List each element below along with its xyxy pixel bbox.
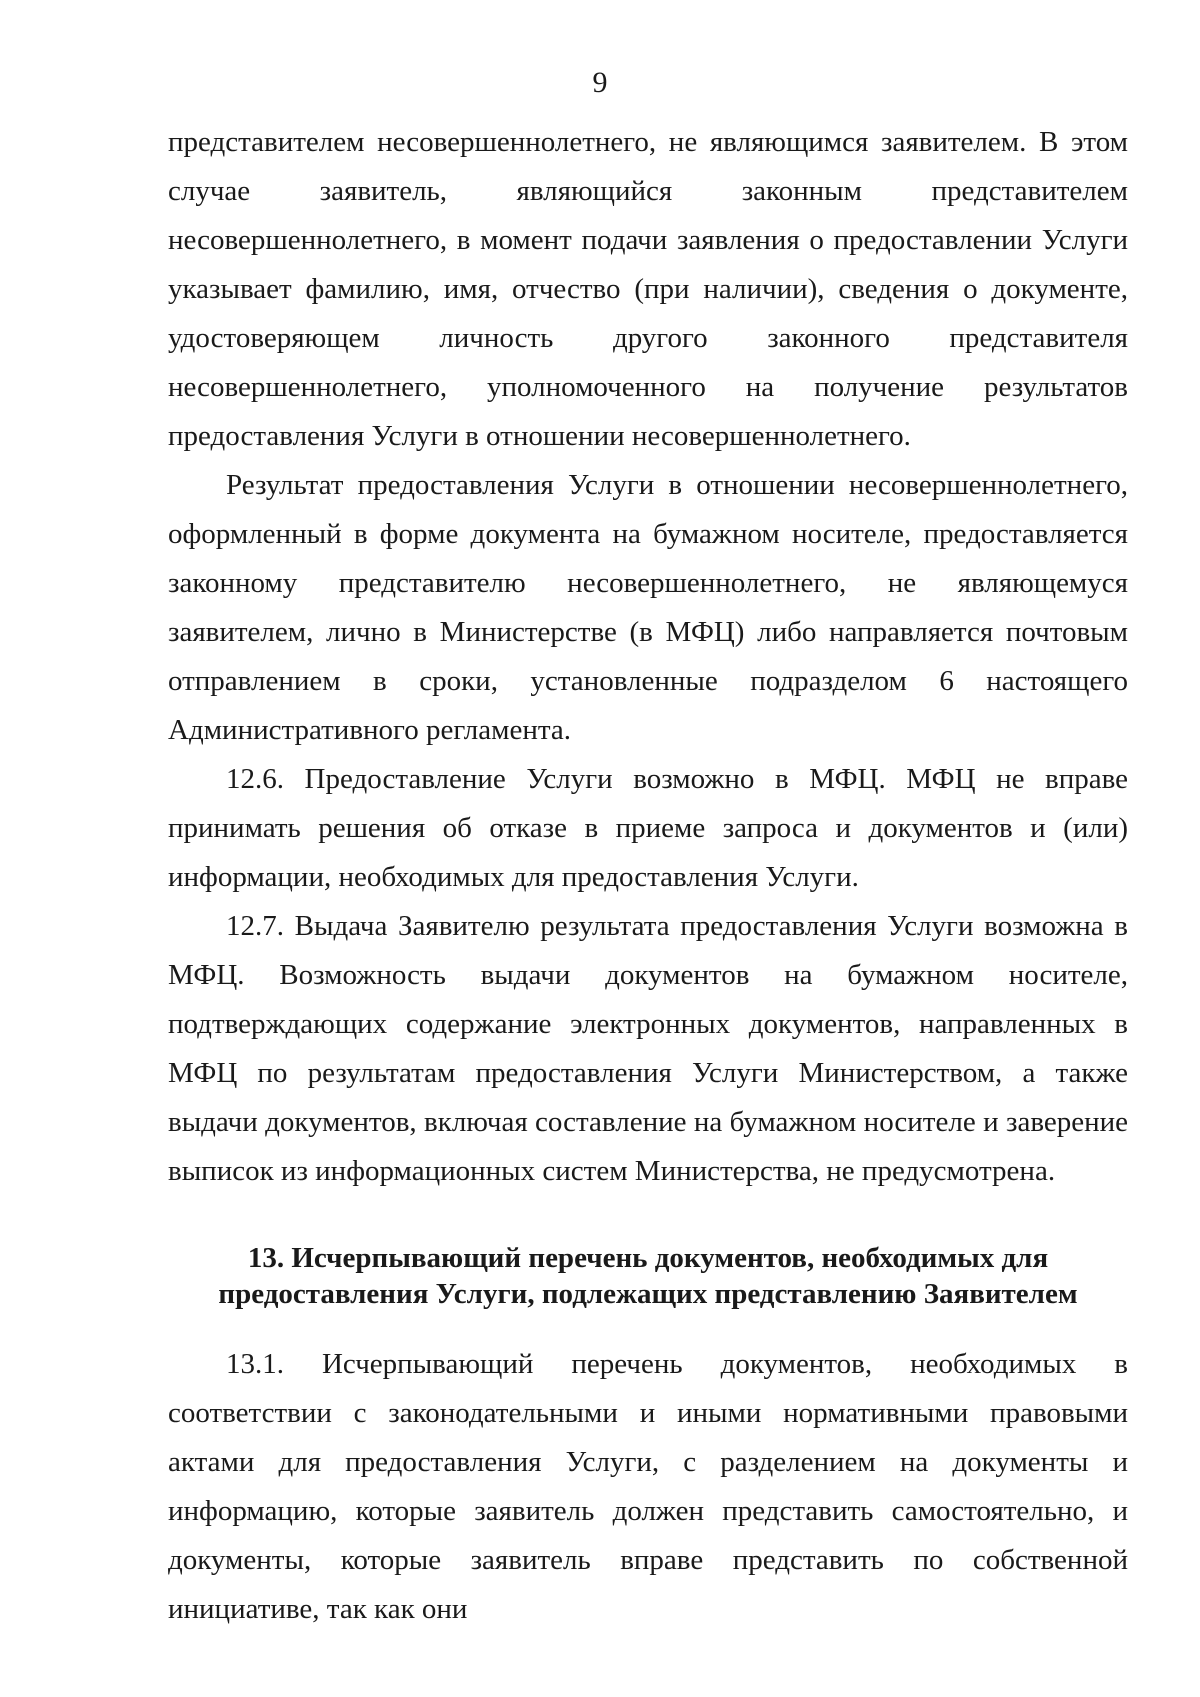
section-13-heading-line-2: предоставления Услуги, подлежащих представлению Заявителем [218, 1278, 1078, 1310]
paragraph-12-7: 12.7. Выдача Заявителю результата предоставления Услуги возможна в МФЦ. Возможность выдачи документов на бумажном носителе, подтверждающих содержание электронных документов, направленных в МФЦ по результатам предоставления Услуги Министерством, а также выдачи документов, включая составление на бумажном носителе и заверение выписок из информационных систем Министерства, не предусмотрена. [168, 910, 1128, 1187]
paragraph-12-6: 12.6. Предоставление Услуги возможно в МФЦ. МФЦ не вправе принимать решения об отказе в приеме запроса и документов и (или) информации, необходимых для предоставления Услуги. [168, 763, 1128, 893]
section-13-heading-line-1: 13. Исчерпывающий перечень документов, необходимых для [247, 1242, 1049, 1274]
section-13-heading [168, 1240, 1128, 1312]
page-number: 9 [592, 66, 608, 99]
paragraph-continuation: представителем несовершеннолетнего, не являющимся заявителем. В этом случае заявитель, являющийся законным представителем несовершеннолетнего, в момент подачи заявления о предоставлении Услуги указывает фамилию, имя, отчество (при наличии), сведения о документе, удостоверяющем личность другого законного представителя несовершеннолетнего, уполномоченного на получение результатов предоставления Услуги в отношении несовершеннолетнего. [168, 126, 1128, 452]
paragraph-result-minor: Результат предоставления Услуги в отношении несовершеннолетнего, оформленный в форме документа на бумажном носителе, предоставляется законному представителю несовершеннолетнего, не являющемуся заявителем, лично в Министерстве (в МФЦ) либо направляется почтовым отправлением в сроки, установленные подразделом 6 настоящего Административного регламента. [168, 469, 1128, 746]
paragraph-13-1: 13.1. Исчерпывающий перечень документов, необходимых в соответствии с законодательными и иными нормативными правовыми актами для предоставления Услуги, с разделением на документы и информацию, которые заявитель должен представить самостоятельно, и документы, которые заявитель вправе представить по собственной инициативе, так как они [168, 1348, 1128, 1625]
body-text [168, 118, 1128, 1634]
